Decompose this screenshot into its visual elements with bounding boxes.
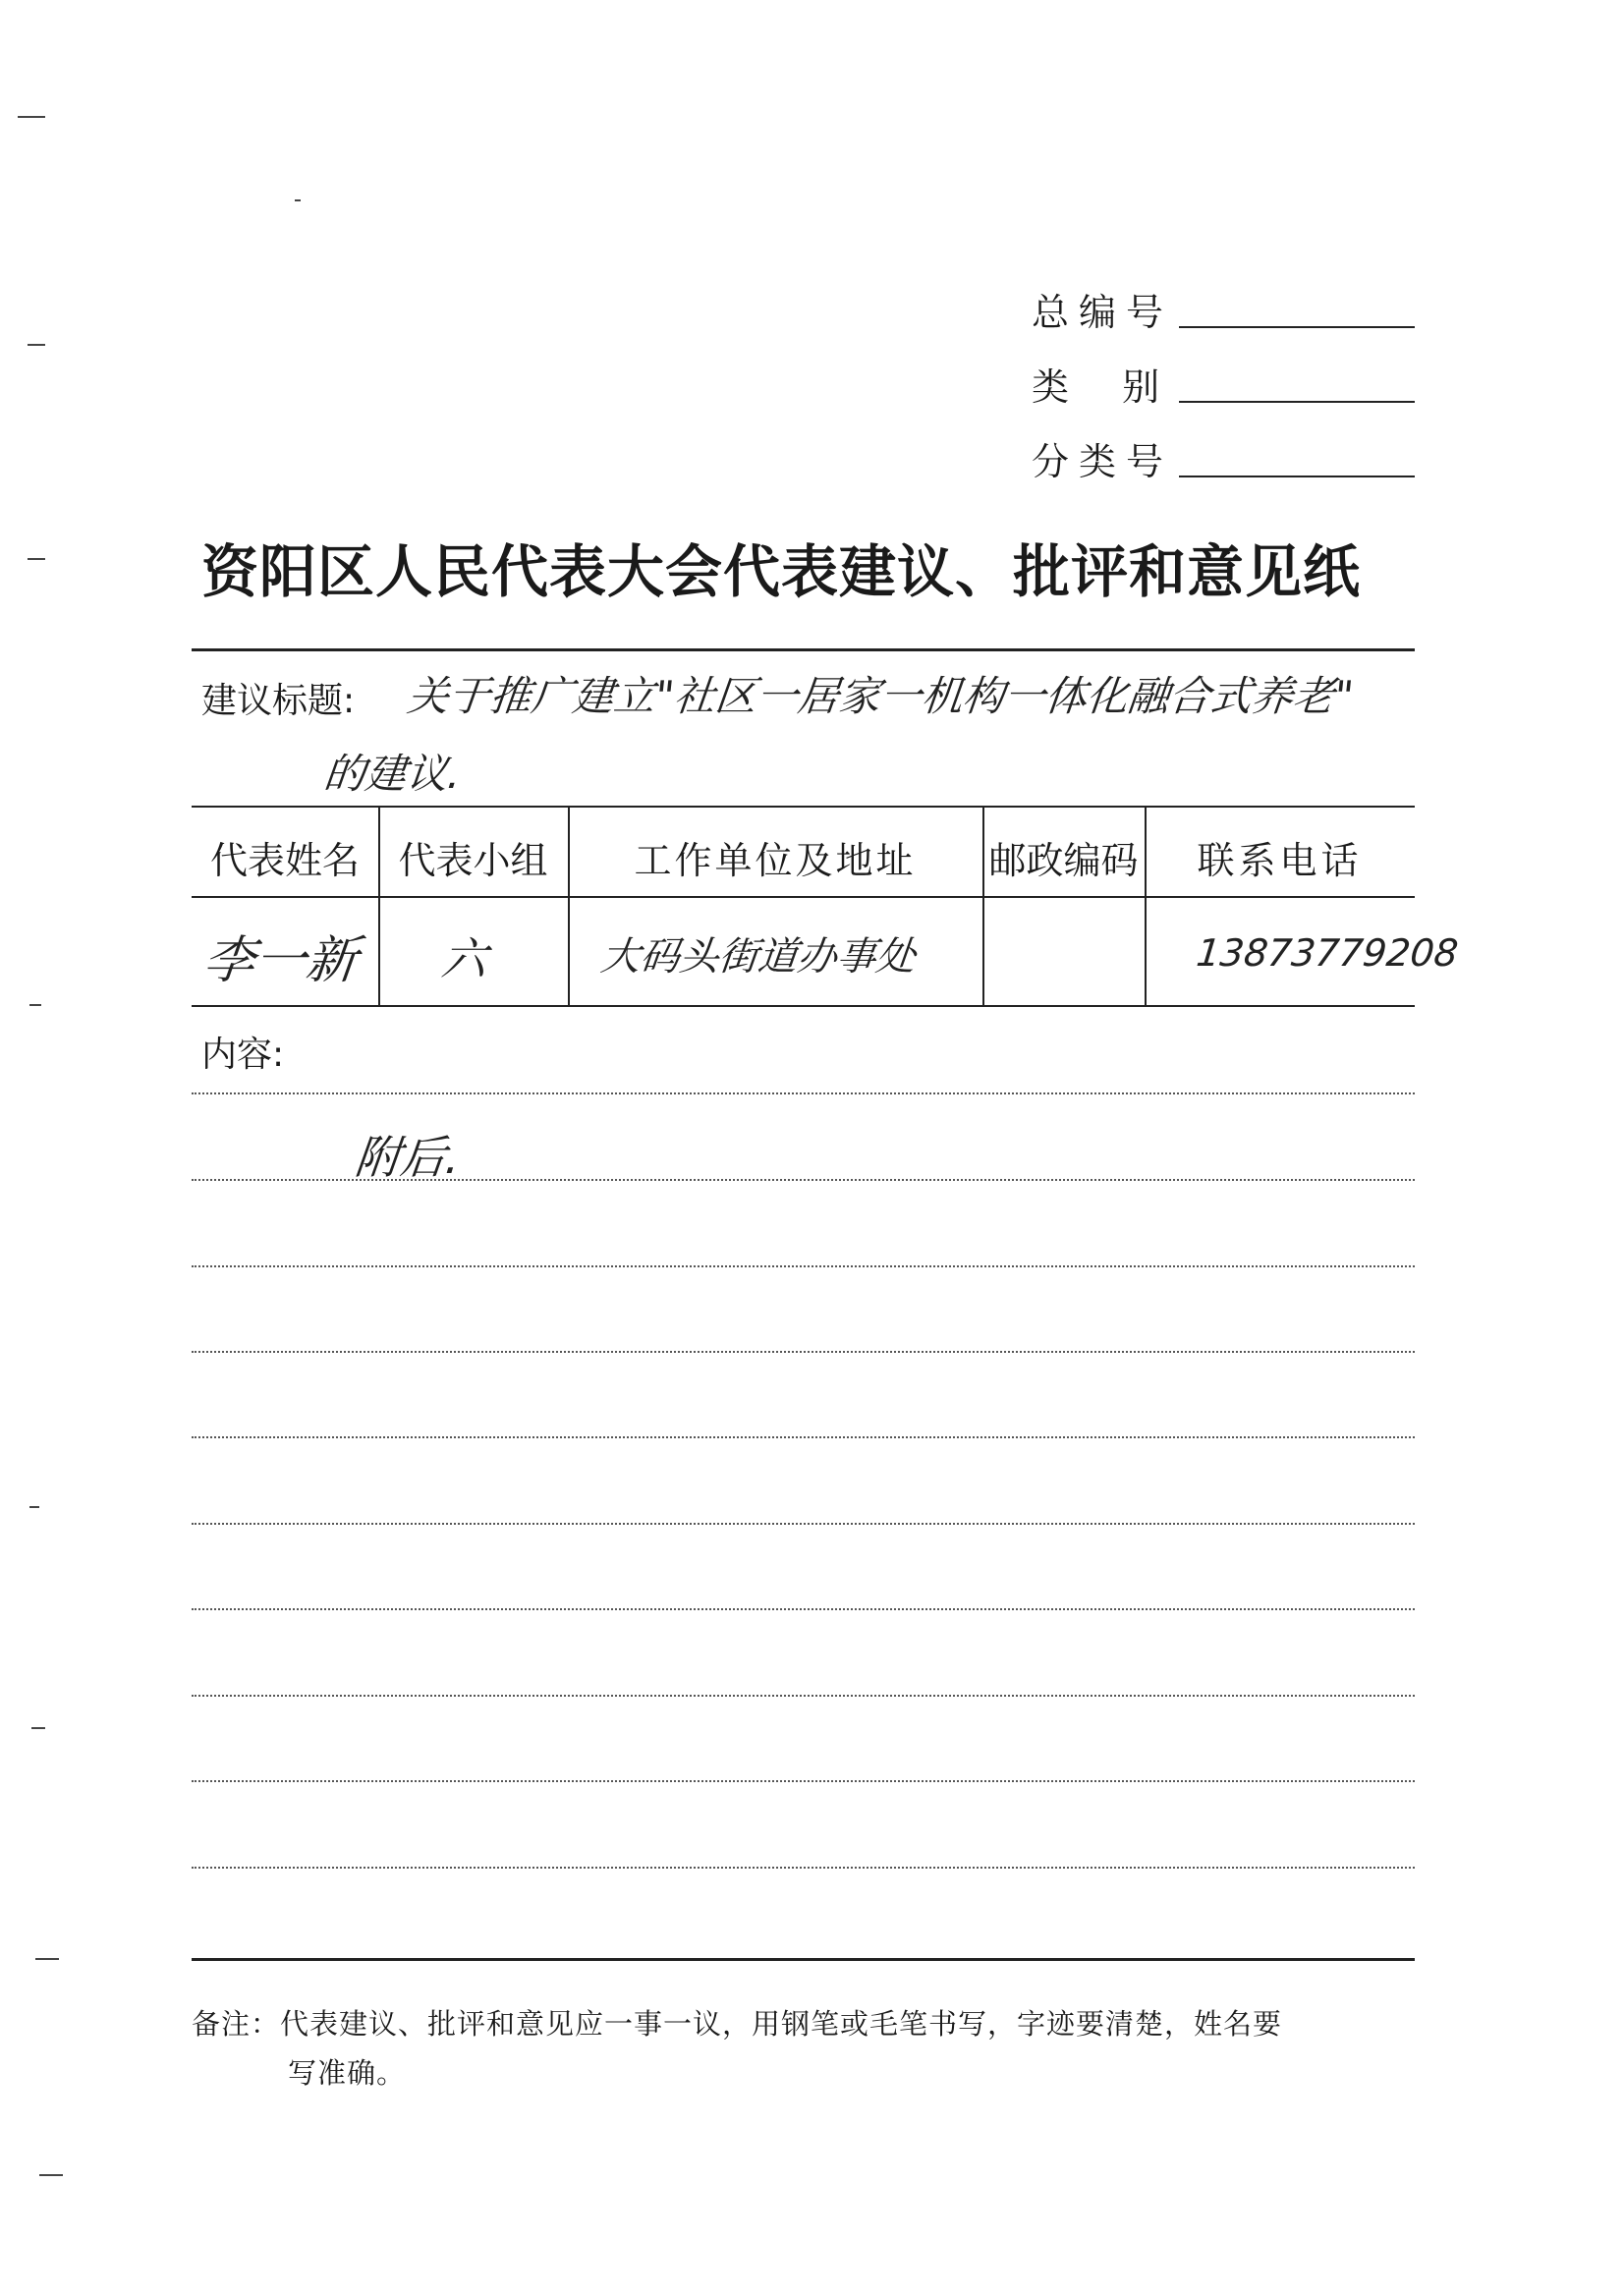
field-blank-line	[1179, 395, 1415, 403]
table-header-border	[192, 896, 1415, 898]
bottom-rule	[192, 1958, 1415, 1961]
writing-line	[192, 1092, 1415, 1094]
scan-speck	[28, 558, 45, 560]
field-label: 类 别	[1032, 365, 1170, 409]
writing-line	[192, 1265, 1415, 1267]
page-title: 资阳区人民代表大会代表建议、批评和意见纸	[200, 538, 1361, 605]
writing-line	[192, 1351, 1415, 1353]
table-top-border	[192, 806, 1415, 808]
scan-speck	[295, 199, 301, 201]
content-text: 附后.	[352, 1131, 464, 1184]
writing-line	[192, 1867, 1415, 1869]
writing-line	[192, 1523, 1415, 1525]
writing-line	[192, 1436, 1415, 1438]
scan-speck	[18, 116, 45, 118]
field-label: 分类号	[1032, 440, 1174, 483]
proposal-title-text: 关于推广建立"社区一居家一机构一体化融合式养老"	[405, 672, 1356, 720]
table-bottom-border	[192, 1005, 1415, 1007]
header-postcode: 邮政编码	[988, 839, 1139, 882]
writing-line	[192, 1608, 1415, 1610]
header-unit-address: 工作单位及地址	[634, 839, 917, 882]
top-rule	[192, 648, 1415, 651]
scan-speck	[35, 1958, 59, 1960]
scan-speck	[28, 344, 45, 346]
scan-speck	[29, 1004, 41, 1006]
cell-unit: 大码头街道办事处	[598, 934, 919, 980]
field-class-number	[1032, 436, 1415, 485]
field-label: 总编号	[1032, 291, 1174, 334]
scan-speck	[29, 1506, 39, 1508]
cell-phone: 13873779208	[1194, 931, 1461, 975]
header-phone: 联系电话	[1197, 839, 1363, 882]
header-name: 代表姓名	[209, 839, 360, 882]
scan-speck	[39, 2174, 63, 2176]
field-category	[1032, 362, 1415, 411]
note-text: 备注：代表建议、批评和意见应一事一议，用钢笔或毛笔书写，字迹要清楚，姓名要	[192, 2007, 1283, 2041]
writing-line	[192, 1780, 1415, 1782]
cell-name: 李一新	[200, 931, 361, 990]
header-group: 代表小组	[398, 839, 548, 882]
proposal-title-text-cont: 的建议.	[321, 750, 464, 798]
writing-line	[192, 1695, 1415, 1697]
scan-speck	[31, 1727, 45, 1729]
proposal-title-label: 建议标题:	[201, 681, 356, 721]
note-text-cont: 写准确。	[288, 2056, 407, 2090]
writing-line	[192, 1179, 1415, 1181]
cell-group: 六	[438, 932, 490, 985]
field-general-number	[1032, 287, 1415, 336]
field-blank-line	[1179, 320, 1415, 328]
field-blank-line	[1179, 470, 1415, 477]
content-label: 内容:	[201, 1035, 285, 1075]
